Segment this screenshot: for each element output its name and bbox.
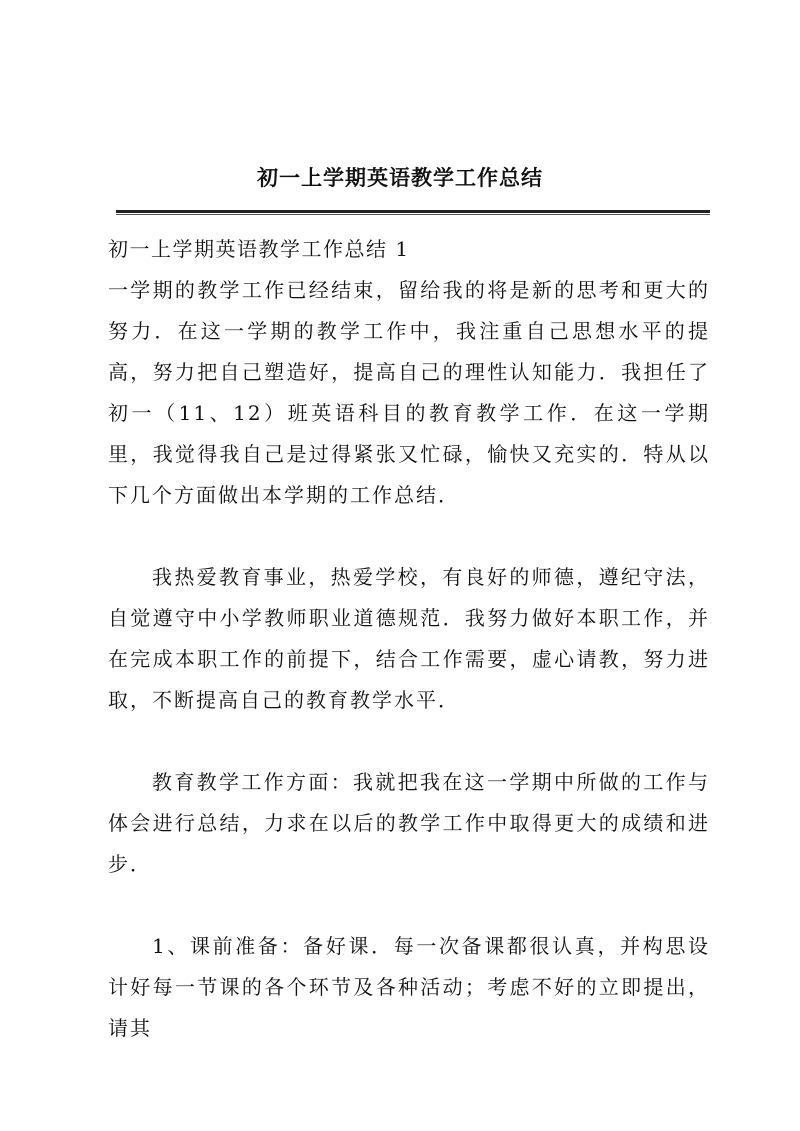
paragraph-ethics: 我热爱教育事业，热爱学校，有良好的师德，遵纪守法，自觉遵守中小学教师职业道德规范．我努力做好本职工作，并在完成本职工作的前提下，结合工作需要，虚心请教，努力进取，不断提高自己的教育教学水平．	[108, 565, 710, 712]
document-title: 初一上学期英语教学工作总结	[257, 165, 543, 190]
document-body	[108, 229, 710, 1049]
paragraph-preparation: 1、课前准备：备好课．每一次备课都很认真，并构思设计好每一节课的各个环节及各种活动；考虑不好的立即提出，请其	[108, 934, 710, 1040]
paragraph-intro: 一学期的教学工作已经结束，留给我的将是新的思考和更大的努力．在这一学期的教学工作中，我注重自己思想水平的提高，努力把自己塑造好，提高自己的理性认知能力．我担任了初一（11、12）班英语科目的教育教学工作．在这一学期里，我觉得我自己是过得紧张又忙碌，愉快又充实的．特从以下几个方面做出本学期的工作总结．	[108, 278, 710, 507]
title-divider	[116, 210, 710, 215]
section-heading: 初一上学期英语教学工作总结 1	[108, 237, 410, 261]
paragraph-teaching: 教育教学工作方面：我就把我在这一学期中所做的工作与体会进行总结，力求在以后的教学工作中取得更大的成绩和进步．	[108, 770, 710, 876]
